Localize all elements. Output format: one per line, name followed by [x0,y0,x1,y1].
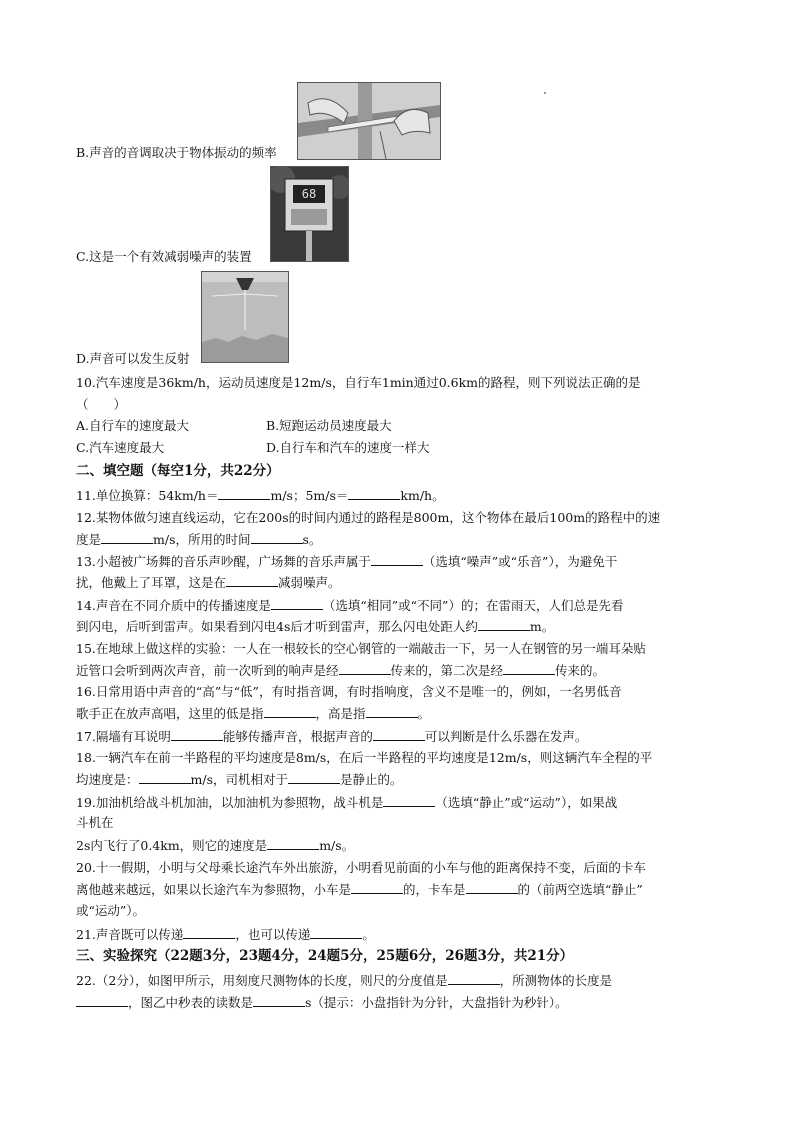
answer-blank[interactable] [383,794,435,807]
q10-option-c: C.汽车速度最大 [76,440,165,455]
sound-reflection-illustration [202,272,288,362]
q17: 17.隔墙有耳说明 能够传播声音，根据声音的 可以判断是什么乐器在发声。 [76,729,588,744]
answer-blank[interactable] [371,553,423,566]
option-d-text: D.声音可以发生反射 [76,351,190,366]
answer-blank[interactable] [288,771,340,784]
option-c-text: C.这是一个有效减弱噪声的装置 [76,249,252,264]
answer-blank[interactable] [251,531,303,544]
answer-blank[interactable] [373,728,425,741]
ruler-vibration-illustration [298,83,440,159]
q12-line-1: 12.某物体做匀速直线运动，它在200s的时间内通过的路程是800m，这个物体在最后100m的路程中的速 [76,510,661,525]
noise-level-display: 68 [301,187,317,201]
answer-blank[interactable] [503,662,555,675]
answer-blank[interactable] [310,926,362,939]
option-b-text: B.声音的音调取决于物体振动的频率 [76,145,277,160]
q22-line-2: ，图乙中秒表的读数是 s（提示：小盘指针为分针，大盘指针为秒针）。 [76,994,568,1011]
answer-blank[interactable] [218,487,270,500]
q14-line-1: 14.声音在不同介质中的传播速度是 （选填“相同”或“不同”）的；在雷雨天，人们总是先看 [76,598,624,613]
answer-blank[interactable] [348,487,400,500]
q19-line-2: 斗机在 [76,815,114,830]
q11: 11.单位换算：54km/h＝ m/s；5m/s＝ km/h。 [76,488,445,503]
q20-line-2: 离他越来越远，如果以长途汽车为参照物，小车是 的，卡车是 的（前两空选填“静止” [76,882,643,897]
answer-blank[interactable] [351,881,403,894]
answer-blank[interactable] [139,771,191,784]
q16-line-1: 16.日常用语中声音的“高”与“低”，有时指音调，有时指响度，含义不是唯一的，例如，一名男低音 [76,684,622,699]
section-2-heading: 二、填空题（每空1分，共22分） [76,463,280,479]
answer-blank[interactable] [366,705,418,718]
answer-blank[interactable] [271,597,323,610]
answer-blank[interactable] [267,837,319,850]
q21: 21.声音既可以传递 ，也可以传递 。 [76,927,375,942]
q15-line-1: 15.在地球上做这样的实验：一人在一根较长的空心钢管的一端敲击一下，另一人在钢管的另一端耳朵贴 [76,641,646,656]
sound-reflection-photo [201,271,289,363]
noise-monitor-photo [270,166,349,262]
answer-blank[interactable] [448,972,500,985]
q10-option-b: B.短跑运动员速度最大 [266,418,392,433]
q12-line-2: 度是 m/s，所用的时间 s。 [76,532,322,547]
q19-line-1: 19.加油机给战斗机加油，以加油机为参照物，战斗机是 （选填“静止”或“运动”），如果战 [76,795,618,810]
q10-bracket: （ ） [76,397,127,412]
q13-line-1: 13.小超被广场舞的音乐声吵醒，广场舞的音乐声属于 （选填“噪声”或“乐音”），为避免干 [76,554,618,569]
answer-blank[interactable] [101,531,153,544]
answer-blank[interactable] [76,994,128,1007]
q19-line-3: 2s内飞行了0.4km，则它的速度是 m/s。 [76,838,355,853]
noise-monitor-illustration [271,167,348,261]
q16-line-2: 歌手正在放声高唱，这里的低是指 ，高是指 。 [76,706,431,721]
q22-line-1: 22.（2分），如图甲所示，用刻度尺测物体的长度，则尺的分度值是 ，所测物体的长度是 [76,973,613,988]
q10-option-a: A.自行车的速度最大 [76,418,190,433]
answer-blank[interactable] [253,994,305,1007]
answer-blank[interactable] [478,618,530,631]
q14-line-2: 到闪电，后听到雷声。如果看到闪电4s后才听到雷声，那么闪电处距人约 m。 [76,619,555,634]
answer-blank[interactable] [226,574,278,587]
scan-speck [544,92,546,94]
section-3-heading: 三、实验探究（22题3分，23题4分，24题5分，25题6分，26题3分，共21分） [76,948,574,964]
answer-blank[interactable] [339,662,391,675]
q13-line-2: 扰，他戴上了耳罩，这是在 减弱噪声。 [76,575,341,590]
q20-line-3: 或“运动”）。 [76,903,146,918]
q10-option-d: D.自行车和汽车的速度一样大 [266,440,430,455]
answer-blank[interactable] [466,881,518,894]
q15-line-2: 近管口会听到两次声音，前一次听到的响声是经 传来的，第二次是经 传来的。 [76,663,606,678]
q18-line-1: 18.一辆汽车在前一半路程的平均速度是8m/s，在后一半路程的平均速度是12m/s，则这辆汽车全程的平 [76,750,653,765]
answer-blank[interactable] [183,926,235,939]
answer-blank[interactable] [171,728,223,741]
answer-blank[interactable] [264,705,316,718]
q20-line-1: 20.十一假期，小明与父母乘长途汽车外出旅游，小明看见前面的小车与他的距离保持不变，后面的卡车 [76,860,646,875]
q18-line-2: 均速度是： m/s，司机相对于 是静止的。 [76,772,403,787]
q10-stem: 10.汽车速度是36km/h，运动员速度是12m/s，自行车1min通过0.6km的路程，则下列说法正确的是 [76,375,641,390]
ruler-vibration-photo [297,82,441,160]
